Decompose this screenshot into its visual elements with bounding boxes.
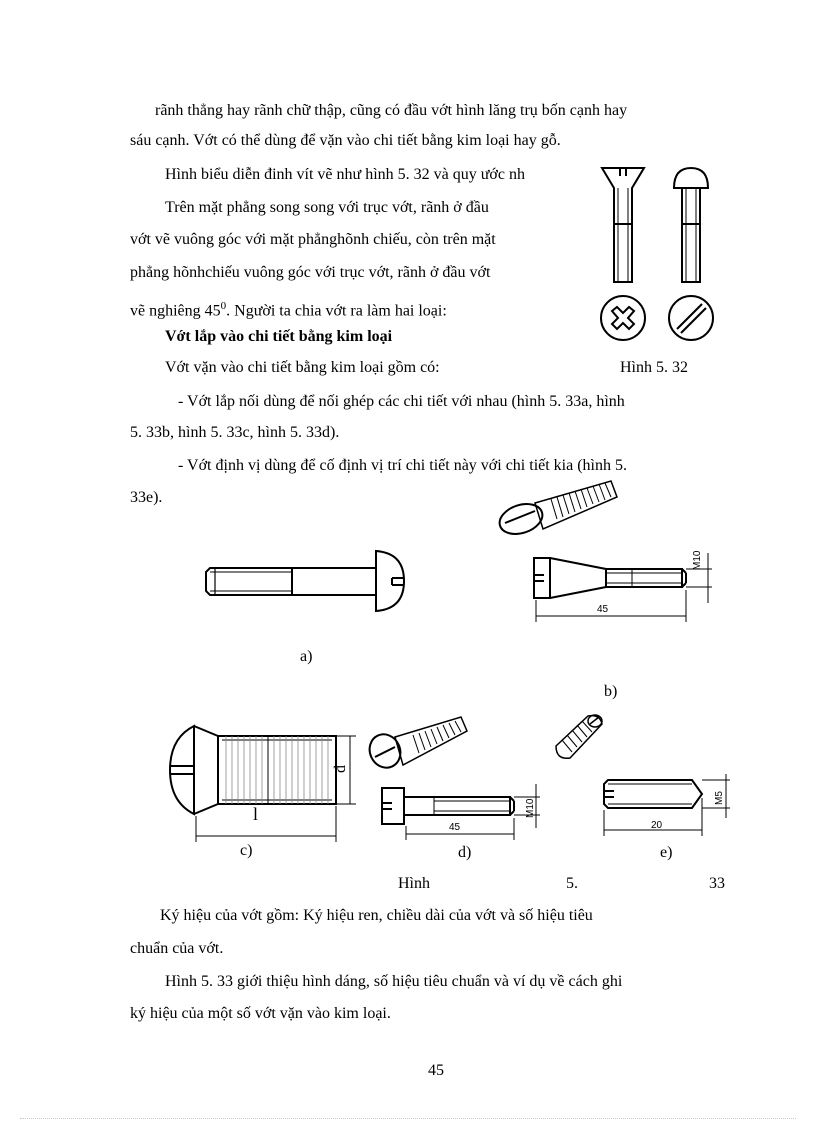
figure-c-length-dim: l (253, 804, 259, 824)
text-line-7-b: . Người ta chia vớt ra làm hai loại: (226, 302, 447, 320)
figure-b-thread-dim: M10 (692, 550, 703, 570)
figure-d-length-dim: 45 (449, 822, 461, 833)
figure-e-length-dim: 20 (651, 820, 663, 831)
text-line-1: rãnh thẳng hay rãnh chữ thập, cũng có đầu vớt hình lăng trụ bốn cạnh hay (155, 102, 628, 119)
text-line-7-a: vẽ nghiêng 45 (130, 302, 221, 320)
text-line-15: Hình 5. 33 giới thiệu hình dáng, số hiệu tiêu chuẩn và ví dụ về cách ghi (165, 973, 623, 990)
figure-e-set-screw-3d (548, 710, 608, 768)
figure-caption-5-32: Hình 5. 32 (620, 359, 688, 376)
figure-d-screw-3d (365, 713, 475, 775)
text-line-7 (130, 296, 447, 321)
figure-c-screw (160, 718, 365, 848)
figure-b-label: b) (604, 683, 618, 700)
text-line-10: 5. 33b, hình 5. 33c, hình 5. 33d). (130, 424, 340, 441)
text-line-13: Ký hiệu của vớt gồm: Ký hiệu ren, chiều dài của vớt và số hiệu tiêu (160, 907, 593, 924)
figure-a-round-head-screw (200, 545, 410, 615)
text-line-8: Vớt vặn vào chi tiết bằng kim loại gồm có: (165, 359, 440, 376)
degree-superscript: 0 (220, 300, 227, 312)
text-line-14: chuẩn của vớt. (130, 940, 224, 957)
figure-c-label: c) (240, 842, 253, 859)
text-line-2: sáu cạnh. Vớt có thể dùng để vặn vào chi tiết bằng kim loại hay gỗ. (130, 132, 561, 149)
text-line-4: Trên mặt phẳng song song với trục vớt, rãnh ở đầu (165, 199, 489, 216)
text-line-5: vớt vẽ vuông góc với mặt phẳnghõnh chiếu, còn trên mặt (130, 231, 496, 248)
figure-5-32-screws (596, 162, 728, 350)
figure-b-length-dim: 45 (597, 604, 609, 615)
text-line-12: 33e). (130, 489, 163, 506)
text-line-9: - Vớt lắp nối dùng để nối ghép các chi tiết với nhau (hình 5. 33a, hình (178, 393, 625, 410)
figure-a-label: a) (300, 648, 313, 665)
figure-caption-5-33-word: Hình (398, 875, 430, 892)
figure-d-thread-dim: M10 (525, 798, 536, 818)
figure-e-drawing (596, 770, 736, 840)
section-heading: Vớt lắp vào chi tiết bằng kim loại (165, 328, 393, 345)
text-line-16: ký hiệu của một số vớt vặn vào kim loại. (130, 1005, 391, 1022)
figure-e-thread-dim: M5 (714, 791, 725, 805)
figure-caption-5-33-sub: 33 (709, 875, 725, 892)
figure-d-label: d) (458, 844, 472, 861)
figure-e-label: e) (660, 844, 673, 861)
page-number: 45 (428, 1062, 444, 1079)
figure-b-screw-3d (495, 473, 625, 541)
page-bottom-border (20, 1118, 796, 1119)
text-line-6: phẳng hõnhchiếu vuông góc với trục vớt, rãnh ở đầu vớt (130, 264, 491, 281)
text-line-11: - Vớt định vị dùng để cố định vị trí chi tiết này với chi tiết kia (hình 5. (178, 457, 627, 474)
text-line-3: Hình biểu diễn đinh vít vẽ như hình 5. 32 và quy ước nh (165, 166, 525, 183)
figure-c-diameter-dim: d (332, 765, 349, 773)
figure-caption-5-33-num: 5. (566, 875, 578, 892)
